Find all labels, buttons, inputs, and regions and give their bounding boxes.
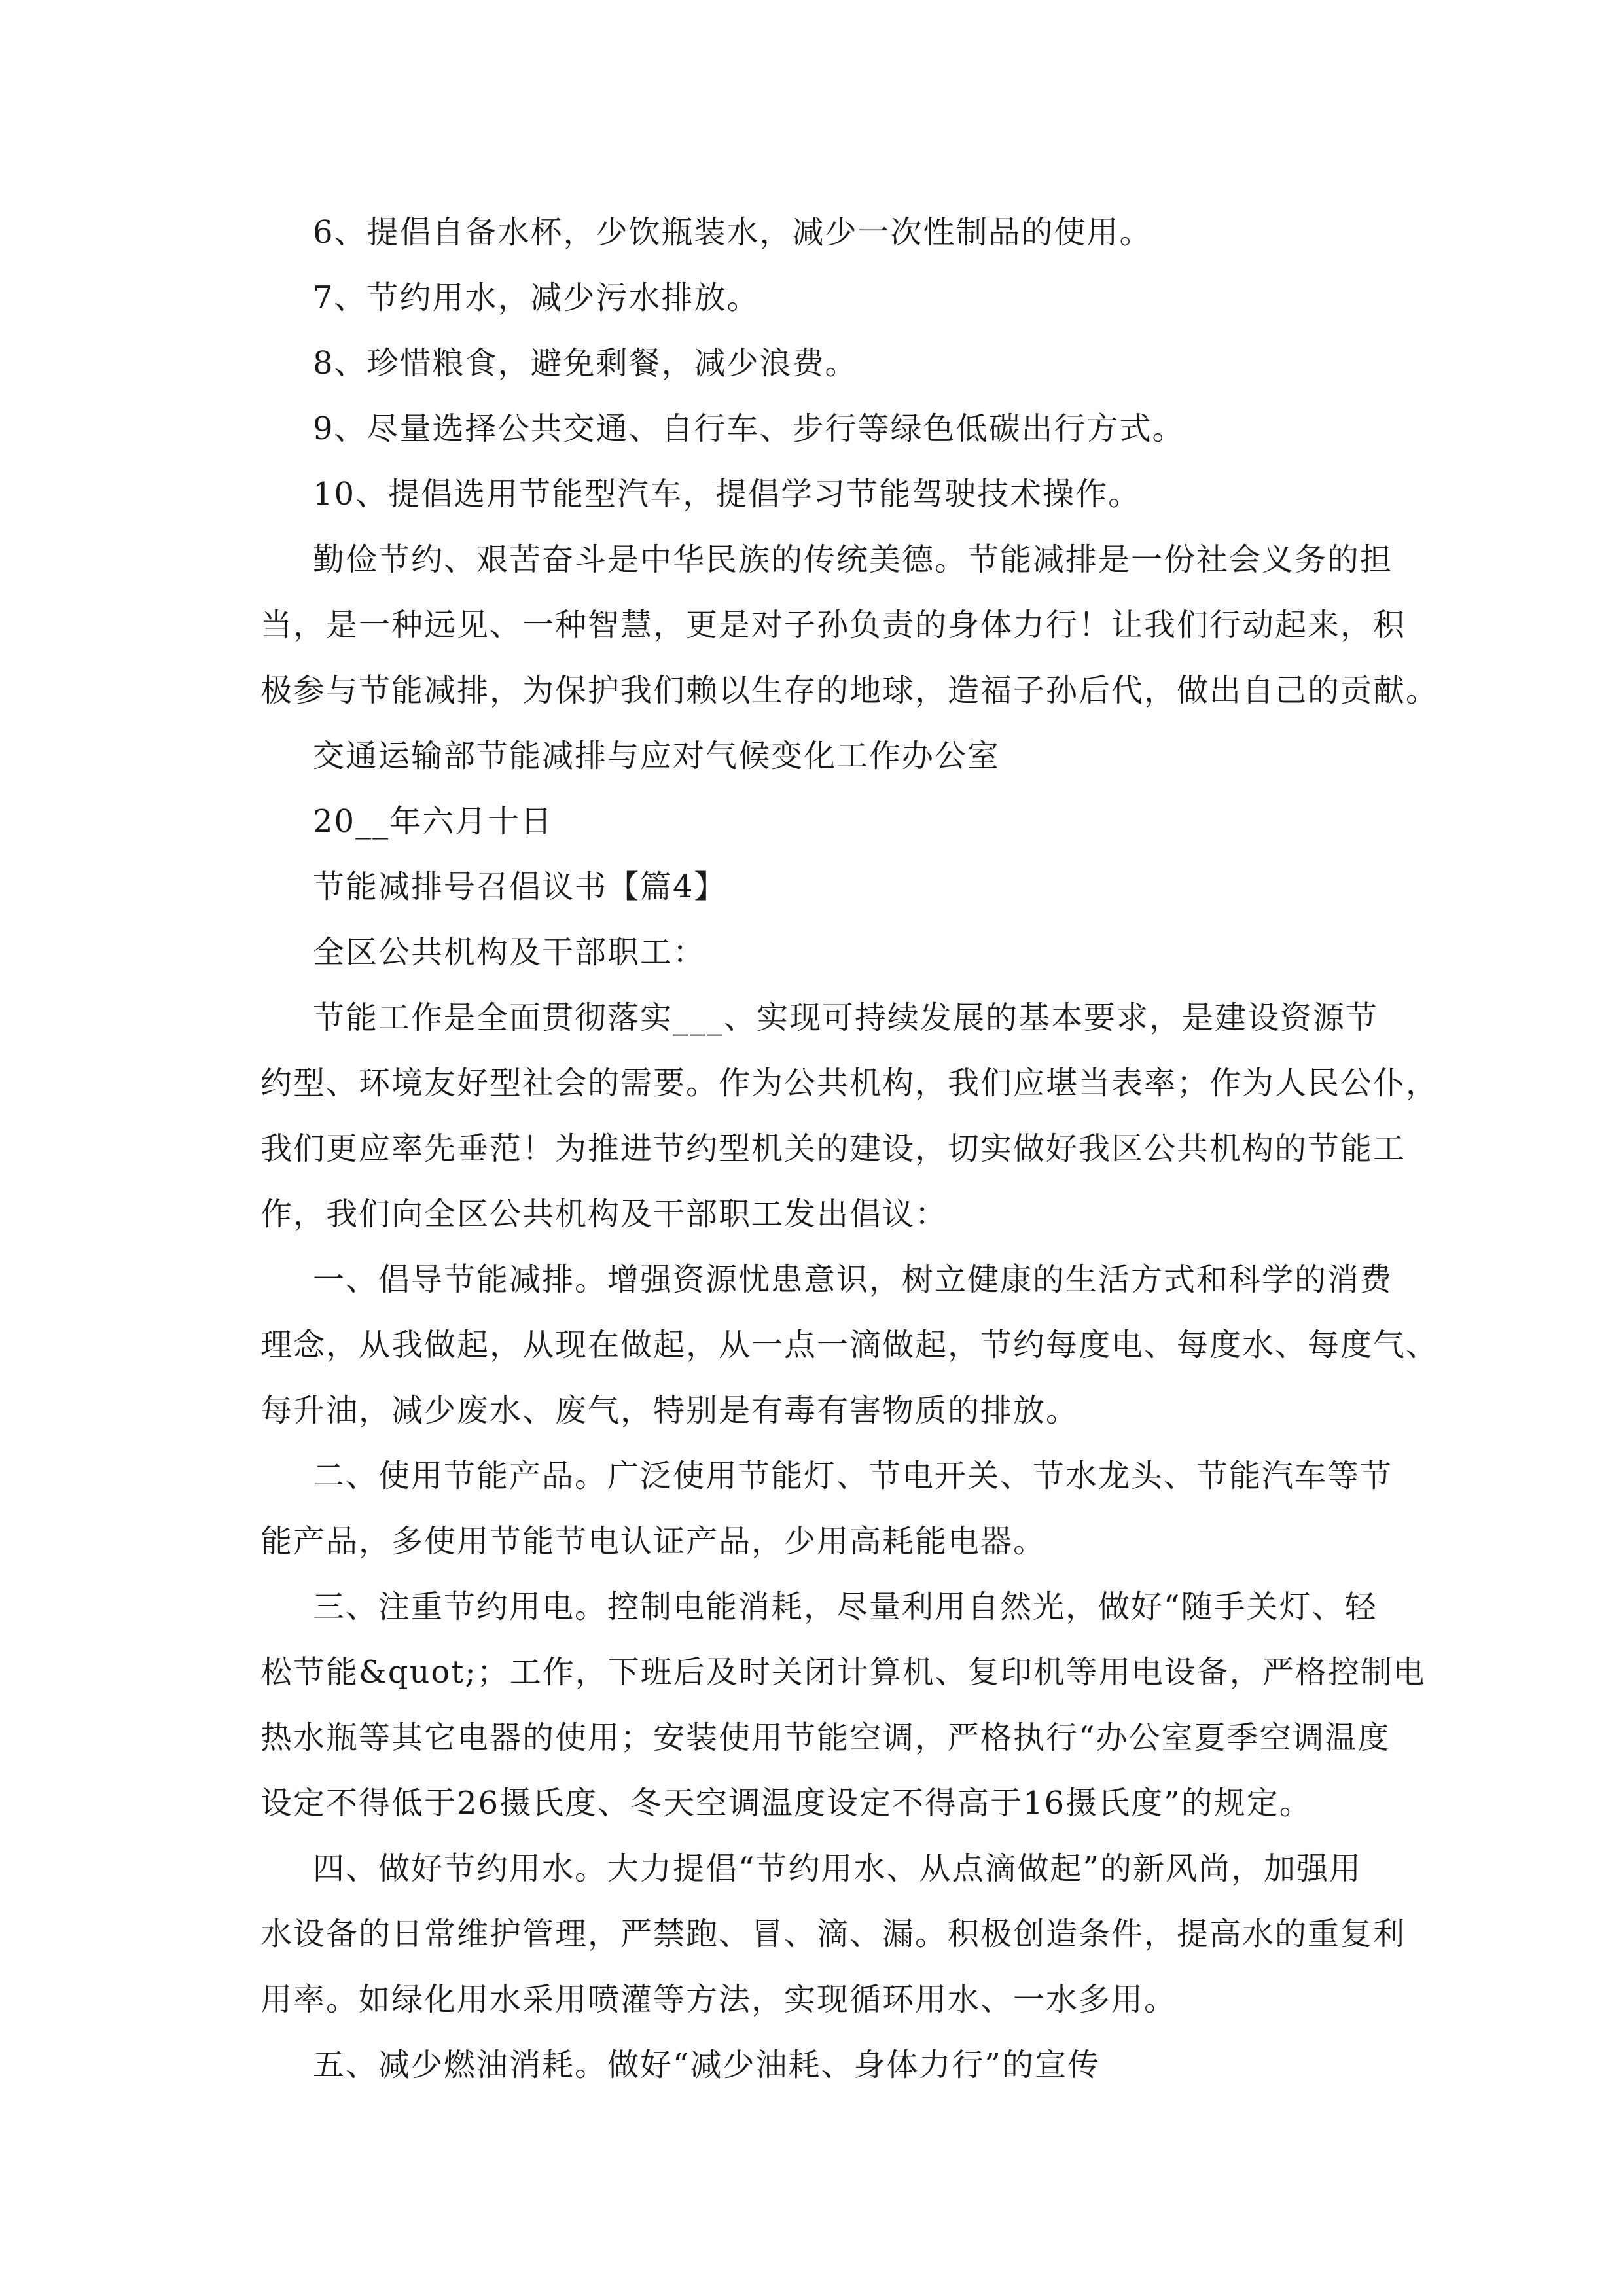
paragraph-line: 理念，从我做起，从现在做起，从一点一滴做起，节约每度电、每度水、每度气、 bbox=[260, 1327, 1439, 1363]
date: 20__年六月十日 bbox=[313, 803, 554, 840]
intro-paragraph bbox=[260, 985, 1439, 1247]
signature: 交通运输部节能减排与应对气候变化工作办公室 bbox=[313, 738, 1001, 774]
paragraph-line: 三、注重节约用电。控制电能消耗，尽量利用自然光，做好“随手关灯、轻 bbox=[313, 1588, 1378, 1625]
paragraph-line: 一、倡导节能减排。增强资源忧患意识，树立健康的生活方式和科学的消费 bbox=[313, 1261, 1393, 1298]
list-item: 9、尽量选择公共交通、自行车、步行等绿色低碳出行方式。 bbox=[313, 410, 1185, 447]
point-4-paragraph bbox=[260, 1836, 1406, 2032]
paragraph-line: 四、做好节约用水。大力提倡“节约用水、从点滴做起”的新风尚，加强用 bbox=[313, 1850, 1363, 1887]
section-title: 节能减排号召倡议书【篇4】 bbox=[313, 869, 727, 905]
list-item: 8、珍惜粮食，避免剩餐，减少浪费。 bbox=[313, 345, 858, 382]
paragraph-line: 能产品，多使用节能节电认证产品，少用高耗能电器。 bbox=[260, 1523, 1046, 1560]
paragraph-line: 每升油，减少废水、废气，特别是有毒有害物质的排放。 bbox=[260, 1392, 1079, 1429]
paragraph-line: 当，是一种远见、一种智慧，更是对子孙负责的身体力行！让我们行动起来，积 bbox=[260, 607, 1406, 643]
list-item: 7、节约用水，减少污水排放。 bbox=[313, 279, 760, 316]
paragraph-line: 松节能&quot;；工作，下班后及时关闭计算机、复印机等用电设备，严格控制电 bbox=[260, 1654, 1426, 1691]
list-item: 6、提倡自备水杯，少饮瓶装水，减少一次性制品的使用。 bbox=[313, 214, 1152, 251]
list-item: 10、提倡选用节能型汽车，提倡学习节能驾驶技术操作。 bbox=[313, 476, 1141, 512]
document-body bbox=[260, 200, 1439, 2098]
list-items-top bbox=[313, 200, 1399, 527]
salutation: 全区公共机构及干部职工： bbox=[313, 934, 706, 971]
paragraph-line: 节能工作是全面贯彻落实___、实现可持续发展的基本要求，是建设资源节 bbox=[313, 999, 1379, 1036]
closing-paragraph bbox=[260, 527, 1439, 723]
paragraph-line: 设定不得低于26摄氏度、冬天空调温度设定不得高于16摄氏度”的规定。 bbox=[260, 1785, 1312, 1821]
paragraph-line: 勤俭节约、艰苦奋斗是中华民族的传统美德。节能减排是一份社会义务的担 bbox=[313, 541, 1393, 578]
paragraph-line: 约型、环境友好型社会的需要。作为公共机构，我们应堪当表率；作为人民公仆， bbox=[260, 1065, 1439, 1102]
paragraph-line: 我们更应率先垂范！为推进节约型机关的建设，切实做好我区公共机构的节能工 bbox=[260, 1130, 1406, 1167]
point-3-paragraph bbox=[260, 1574, 1426, 1836]
paragraph-line: 二、使用节能产品。广泛使用节能灯、节电开关、节水龙头、节能汽车等节 bbox=[313, 1458, 1393, 1494]
paragraph-line: 极参与节能减排，为保护我们赖以生存的地球，造福子孙后代，做出自己的贡献。 bbox=[260, 672, 1439, 709]
paragraph-line: 热水瓶等其它电器的使用；安装使用节能空调，严格执行“办公室夏季空调温度 bbox=[260, 1719, 1391, 1756]
point-5-paragraph bbox=[313, 2032, 1399, 2098]
paragraph-line: 五、减少燃油消耗。做好“减少油耗、身体力行”的宣传 bbox=[313, 2047, 1101, 2083]
paragraph-line: 用率。如绿化用水采用喷灌等方法，实现循环用水、一水多用。 bbox=[260, 1981, 1177, 2018]
point-1-paragraph bbox=[260, 1247, 1439, 1443]
paragraph-line: 水设备的日常维护管理，严禁跑、冒、滴、漏。积极创造条件，提高水的重复利 bbox=[260, 1916, 1406, 1952]
point-2-paragraph bbox=[260, 1443, 1399, 1574]
paragraph-line: 作，我们向全区公共机构及干部职工发出倡议： bbox=[260, 1196, 948, 1232]
